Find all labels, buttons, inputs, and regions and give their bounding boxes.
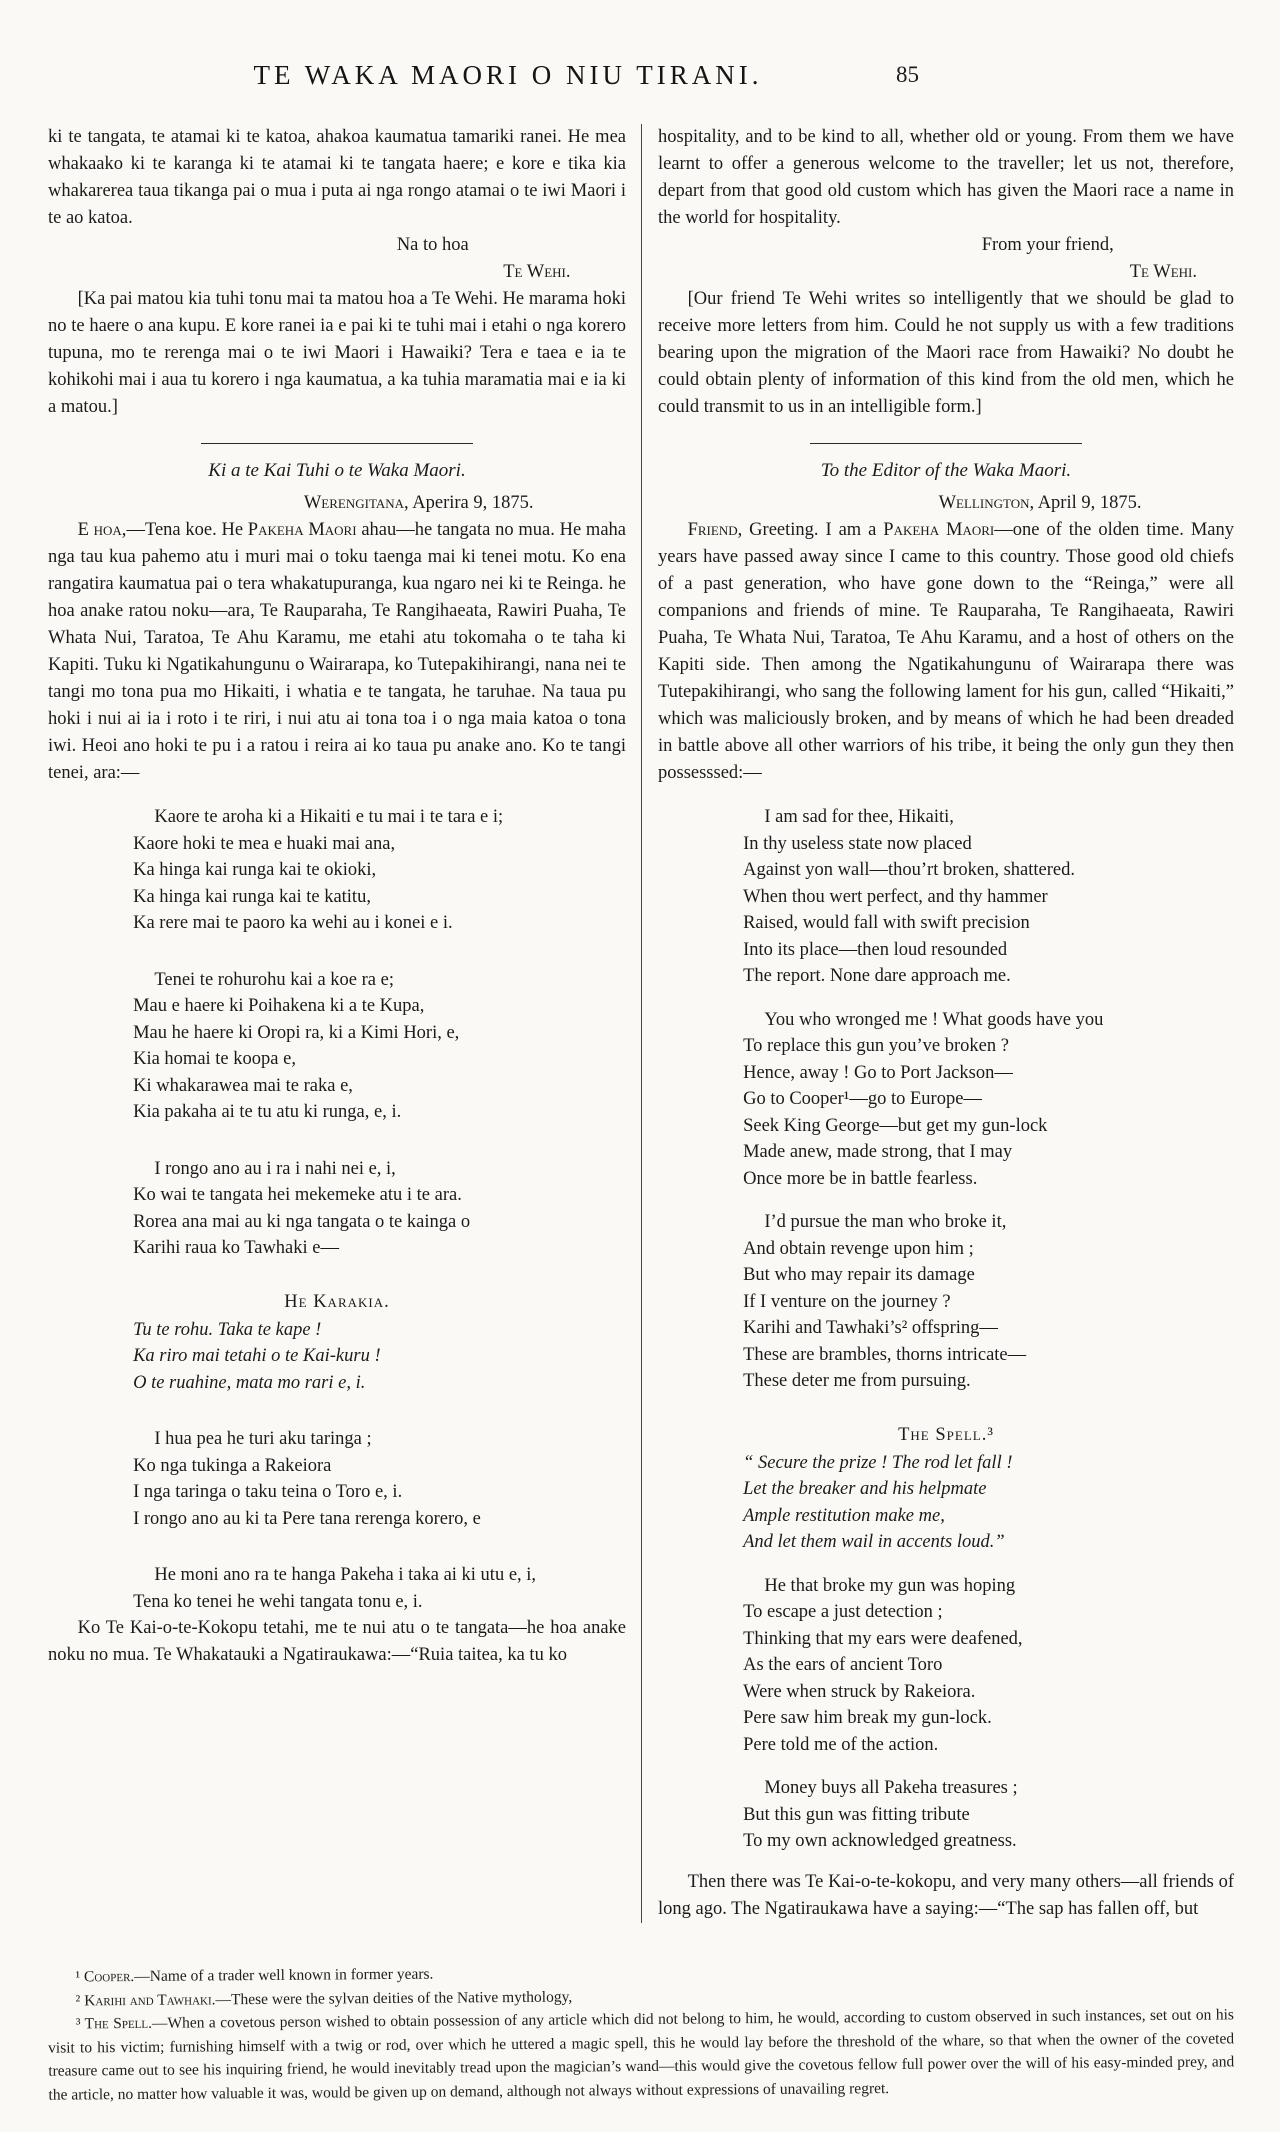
verse-line: I rongo ano au ki ta Pere tana rerenga korero, e xyxy=(133,1508,481,1529)
verse-line: Tenei te rohurohu kai a koe ra e; xyxy=(154,969,394,990)
verse-line: Karihi and Tawhaki’s² offspring— xyxy=(743,1318,998,1338)
verse-line: Mau he haere ki Oropi ra, ki a Kimi Hori, e, xyxy=(133,1022,460,1043)
letter-text: ahau—he tangata no mua. He maha nga tau kua pahemo atu i muri mai o toku taenga mai ki tenei motu. Ko ena rangatira kaumatua pai o tera whakatupuranga, kua ngaro nei ki te Reinga. he hoa anake ratou noku—ara, Te Rauparaha, Te Rangihaeata, Rawiri Puaha, Te Whata Nui, Taratoa, Te Ahu Karamu, me etahi atu tokomaha o te taha ki Kapiti. Tuku ki Ngatikahungunu o Wairarapa, ko Tutepakihirangi, nana nei te tangi mo tona pua mo Hikaiti, i whatia e te tangata, he taruhae. Na taua pu hoki i nui ai ia i roto i te riri, i nui atu ai tona toa i o nga maia katoa o tona iwi. Heoi ano hoki te pu i a ratou i reira ai ko taua pu anake ano. Ko te tangi tenei, ara:— xyxy=(48,520,626,783)
editor-note-maori: [Ka pai matou kia tuhi tonu mai ta matou hoa a Te Wehi. He marama hoki no te haere o ana kupu. E kore ranei ia e pai ki te tuhi mai i etahi o nga korero tupuna, mo te rerenga mai o te iwi Maori i Hawaiki? Tera e taea e ia te kohikohi mai i aua tu korero i nga kaumatua, a ka tuhia maramatia mai e ia ki a matou.] xyxy=(48,289,626,417)
page-title: TE WAKA MAORI O NIU TIRANI. xyxy=(253,60,763,90)
verse-line: Once more be in battle fearless. xyxy=(743,1168,978,1189)
dateline-place: Werengitana, xyxy=(303,493,409,513)
verse-stanza-spell-2 xyxy=(743,1573,1234,1759)
verse-line: I am sad for thee, Hikaiti, xyxy=(764,807,954,827)
page-number: 85 xyxy=(896,62,919,87)
verse-line: Tu te rohu. Taka te kape ! xyxy=(133,1319,322,1340)
verse-line: Ka rere mai te paoro ka wehi au i konei e i. xyxy=(133,913,453,933)
verse-line: Hence, away ! Go to Port Jackson— xyxy=(743,1062,1013,1083)
verse-line: Let the breaker and his helpmate xyxy=(743,1479,987,1499)
paragraph-maori-continuation: ki te tangata, te atamai ki te katoa, ahakoa kaumatua tamariki ranei. He mea whakaako ki te karanga ki te atamai ki te tangata haere; e kore e tika kia whakarerea taua tikanga pai o mua i puta ai nga rongo atamai o te iwi Maori i te ao katoa. xyxy=(48,127,626,228)
verse-line: Go to Cooper¹—go to Europe— xyxy=(743,1089,982,1109)
dateline-date: April 9, 1875. xyxy=(1034,493,1142,513)
verse-line: I rongo ano au i ra i nahi nei e, i, xyxy=(154,1158,396,1179)
letter-body-english xyxy=(658,517,1234,787)
verse-line: Into its place—then loud resounded xyxy=(743,939,1008,960)
verse-line: Ki whakarawea mai te raka e, xyxy=(133,1075,353,1096)
verse-line: Ko wai te tangata hei mekemeke atu i te ara. xyxy=(133,1185,462,1205)
dateline-maori xyxy=(48,490,626,517)
verse-line: Ko nga tukinga a Rakeiora xyxy=(133,1455,332,1476)
verse-line: Kaore hoki te mea e huaki mai ana, xyxy=(133,833,396,854)
verse-stanza-karakia-3 xyxy=(133,1562,626,1615)
verse-line: He moni ano ra te hanga Pakeha i taka ai ki utu e, i, xyxy=(154,1565,537,1585)
verse-line: I’d pursue the man who broke it, xyxy=(764,1212,1007,1232)
verse-line: O te ruahine, mata mo rari e, i. xyxy=(133,1372,366,1393)
verse-line: You who wronged me ! What goods have you xyxy=(764,1009,1104,1030)
verse-line: Seek King George—but get my gun-lock xyxy=(743,1115,1048,1136)
verse-line: Against yon wall—thou’rt broken, shattered. xyxy=(743,860,1075,880)
verse-line: Raised, would fall with swift precision xyxy=(743,913,1030,933)
paragraph-ngatiraukawa-english: Then there was Te Kai-o-te-kokopu, and very many others—all friends of long ago. The Ngatiraukawa have a saying:—“The sap has fallen off, but xyxy=(658,1871,1234,1919)
signoff-line-maori: Na to hoa xyxy=(396,235,469,255)
verse-line: “ Secure the prize ! The rod let fall ! xyxy=(743,1452,1013,1473)
verse-line: He that broke my gun was hoping xyxy=(764,1575,1016,1596)
footnote-the-spell xyxy=(48,2003,1235,2106)
verse-line: Ka hinga kai runga kai te okioki, xyxy=(133,860,377,880)
karakia-heading: He Karakia. xyxy=(284,1291,390,1312)
footnote-text: —When a covetous person wished to obtain possession of any article which did not belong to him, he would, according to custom observed in such instances, set out on his visit to his victim; furnishing himself with a twig or rod, over which he uttered a magic spell, this he would lay before the threshold of the whare, so that when the owner of the coveted treasure came out to see his inquiring friend, he would inevitably tread upon the magician’s wand—this would give the covetous fellow full power over the will of his easy-minded prey, and the article, no matter how valuable it was, would be given up on demand, although not always without expressions of unavailing regret. xyxy=(48,2005,1235,2103)
verse-line: Ka riro mai tetahi o te Kai-kuru ! xyxy=(133,1346,381,1366)
verse-line: To replace this gun you’ve broken ? xyxy=(743,1036,1009,1056)
verse-line: I nga taringa o taku teina o Toro e, i. xyxy=(133,1482,403,1502)
verse-line: These deter me from pursuing. xyxy=(743,1371,971,1391)
verse-line: Pere told me of the action. xyxy=(743,1734,939,1755)
verse-stanza-tangi-3 xyxy=(133,1156,626,1262)
two-column-body xyxy=(48,124,1234,1923)
signoff-line-english: From your friend, xyxy=(981,235,1114,255)
verse-line: Money buys all Pakeha treasures ; xyxy=(764,1778,1018,1798)
verse-line: In thy useless state now placed xyxy=(743,833,972,854)
letter-text: —one of the olden time. Many years have passed away since I came to this country. Those good old chiefs of a past generation, who have gone down to the “Reinga,” were all companions and friends of mine. Te Rauparaha, Te Rangihaeata, Rawiri Puaha, Te Whata Nui, Taratoa, Te Ahu Karamu, and a host of others on the Kapiti side. Then among the Ngatikahungunu of Wairarapa there was Tutepakihirangi, who sang the following lament for his gun, called “Hikaiti,” which was maliciously broken, and by means of which he had been dreaded in battle above all other warriors of his tribe, it being the only gun they then possesssed:— xyxy=(658,520,1234,783)
masthead xyxy=(48,60,1234,124)
salutation: Friend, xyxy=(687,520,743,540)
spell-heading: The Spell.³ xyxy=(898,1424,994,1445)
verse-line: The report. None dare approach me. xyxy=(743,966,1011,986)
verse-line: Made anew, made strong, that I may xyxy=(743,1142,1013,1162)
letter-text: Greeting. I am a xyxy=(742,520,884,540)
verse-stanza-lament-3 xyxy=(743,1209,1234,1395)
signature-name-english: Te Wehi. xyxy=(1129,262,1197,282)
verse-line: To escape a just detection ; xyxy=(743,1602,943,1622)
verse-line: Kia homai te koopa e, xyxy=(133,1049,296,1069)
dateline-place: Wellington, xyxy=(938,493,1035,513)
verse-stanza-tangi-2 xyxy=(133,967,626,1126)
verse-stanza-spell-3 xyxy=(743,1775,1234,1855)
footnotes-section xyxy=(47,1956,1234,2106)
letter-text: —Tena koe. He xyxy=(126,520,248,540)
footnote-lead: ³ The Spell. xyxy=(75,2014,153,2032)
verse-line: And let them wail in accents loud.” xyxy=(743,1532,1005,1552)
verse-line: Karihi raua ko Tawhaki e— xyxy=(133,1238,339,1258)
column-right-english xyxy=(641,124,1234,1923)
verse-line: Kaore te aroha ki a Hikaiti e tu mai i te tara e i; xyxy=(154,807,504,827)
verse-line: Kia pakaha ai te tu atu ki runga, e, i. xyxy=(133,1102,402,1122)
letter-heading-english: To the Editor of the Waka Maori. xyxy=(820,460,1072,481)
verse-line: Thinking that my ears were deafened, xyxy=(743,1628,1023,1649)
section-divider xyxy=(810,443,1082,444)
verse-stanza-karakia-2 xyxy=(133,1426,626,1532)
letter-body-maori xyxy=(48,517,626,787)
footnote-text: —These were the sylvan deities of the Native mythology, xyxy=(215,1987,573,2008)
footnote-text: —Name of a trader well known in former years. xyxy=(134,1965,434,1985)
dateline-date: Aperira 9, 1875. xyxy=(408,493,534,513)
column-left-maori xyxy=(48,124,641,1923)
verse-line: Ka hinga kai runga kai te katitu, xyxy=(133,886,371,907)
verse-line: To my own acknowledged greatness. xyxy=(743,1831,1017,1851)
footnote-lead: ¹ Cooper. xyxy=(75,1967,135,1985)
paragraph-english-continuation: hospitality, and to be kind to all, whether old or young. From them we have learnt to offer a generous welcome to the traveller; let us not, therefore, depart from that good old custom which has given the Maori race a name in the world for hospitality. xyxy=(658,127,1234,228)
verse-line: Pere saw him break my gun-lock. xyxy=(743,1708,992,1728)
verse-line: Mau e haere ki Poihakena ki a te Kupa, xyxy=(133,996,425,1016)
verse-stanza-lament-1 xyxy=(743,804,1234,990)
verse-stanza-spell-quote xyxy=(743,1450,1234,1556)
verse-line: As the ears of ancient Toro xyxy=(743,1655,943,1675)
verse-line: When thou wert perfect, and thy hammer xyxy=(743,886,1048,907)
verse-line: Rorea ana mai au ki nga tangata o te kainga o xyxy=(133,1211,471,1232)
paragraph-whakatauki-maori: Ko Te Kai-o-te-Kokopu tetahi, me te nui atu o te tangata—he hoa anake noku no mua. Te Whakatauki a Ngatiraukawa:—“Ruia taitea, ka tu ko xyxy=(48,1618,626,1665)
pakeha-maori-smallcaps: Pakeha Maori xyxy=(883,520,995,540)
verse-line: And obtain revenge upon him ; xyxy=(743,1238,974,1259)
verse-line: But who may repair its damage xyxy=(743,1265,975,1285)
verse-stanza-lament-2 xyxy=(743,1007,1234,1193)
verse-line: Tena ko tenei he wehi tangata tonu e, i. xyxy=(133,1591,423,1612)
verse-line: But this gun was fitting tribute xyxy=(743,1804,970,1825)
verse-line: If I venture on the journey ? xyxy=(743,1291,951,1312)
verse-stanza-karakia-1 xyxy=(133,1317,626,1397)
verse-stanza-tangi-1 xyxy=(133,804,626,937)
verse-line: Were when struck by Rakeiora. xyxy=(743,1681,976,1702)
salutation: E hoa, xyxy=(77,520,127,540)
editor-note-english: [Our friend Te Wehi writes so intelligently that we should be glad to receive more letters from him. Could he not supply us with a few traditions bearing upon the migration of the Maori race from Hawaiki? No doubt he could obtain plenty of information of this kind from the old men, which he could transmit to us in an intelligible form.] xyxy=(658,289,1234,417)
dateline-english xyxy=(658,490,1234,517)
footnote-lead: ² Karihi and Tawhaki. xyxy=(75,1990,216,2009)
pakeha-maori-smallcaps: Pakeha Maori xyxy=(247,520,357,540)
verse-line: Ample restitution make me, xyxy=(743,1505,945,1526)
section-divider xyxy=(201,443,473,444)
signature-name-maori: Te Wehi. xyxy=(503,262,571,282)
verse-line: These are brambles, thorns intricate— xyxy=(743,1344,1027,1365)
verse-line: I hua pea he turi aku taringa ; xyxy=(154,1429,372,1449)
letter-heading-maori: Ki a te Kai Tuhi o te Waka Maori. xyxy=(208,460,466,481)
